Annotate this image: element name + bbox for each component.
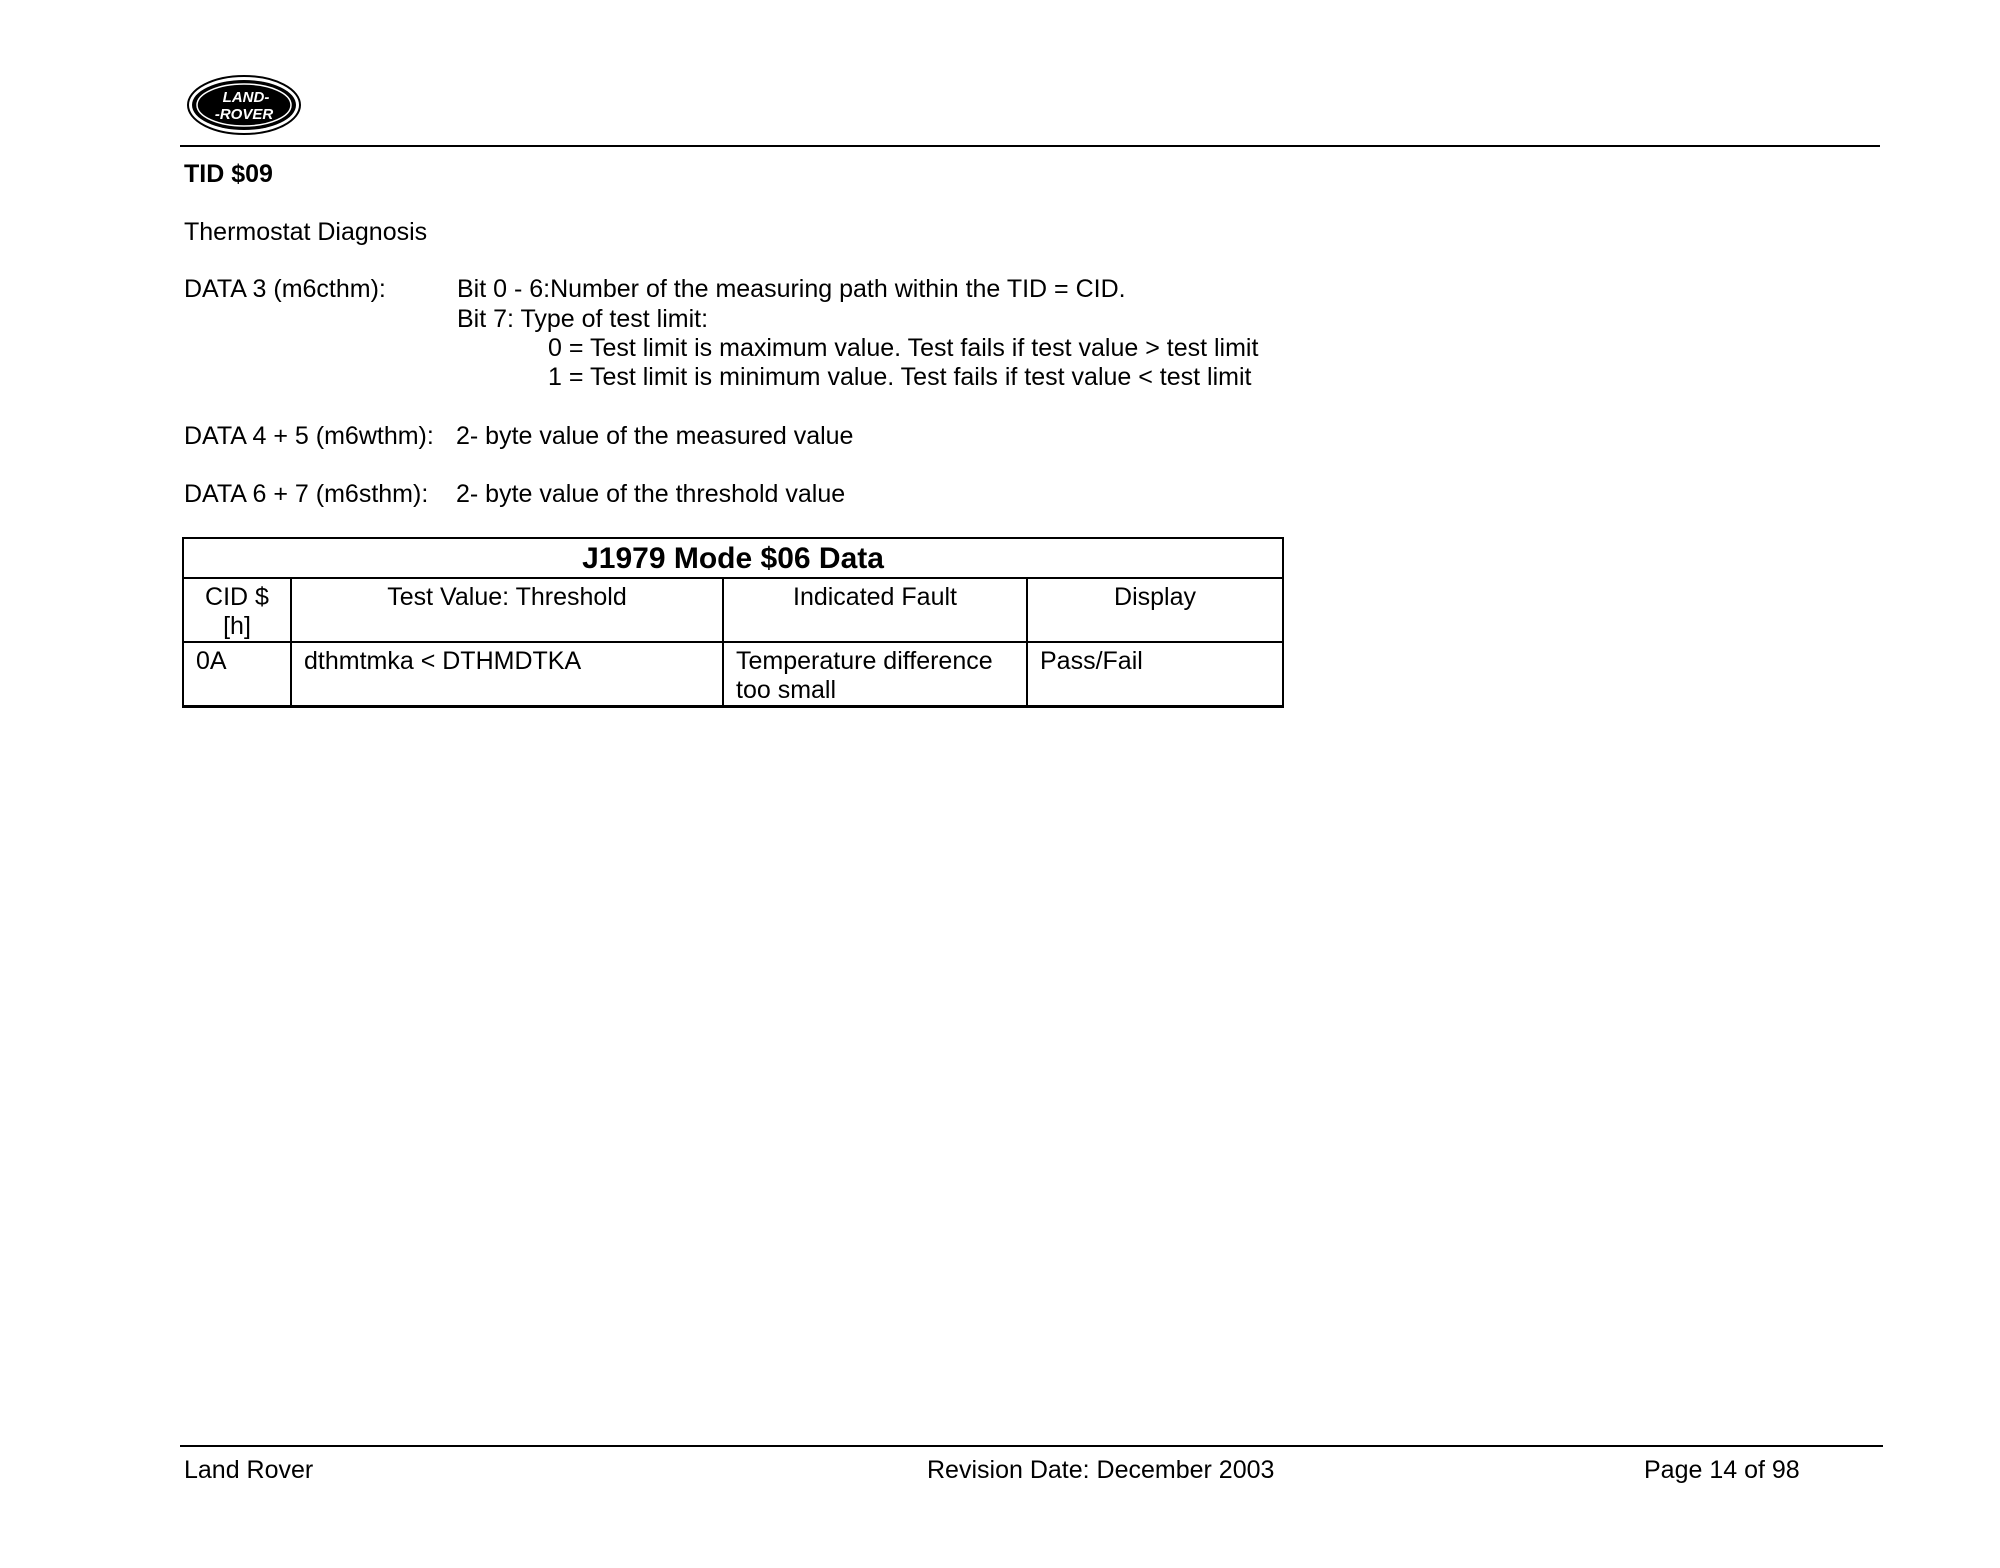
footer-rule [180,1445,1883,1447]
definition-text: 2- byte value of the threshold value [456,480,846,508]
definition-label: DATA 4 + 5 (m6wthm): [184,422,434,450]
table-title: J1979 Mode $06 Data [183,538,1283,578]
page-subtitle: Thermostat Diagnosis [184,218,428,246]
footer-company: Land Rover [184,1456,314,1484]
footer-revision-date: Revision Date: December 2003 [927,1456,1275,1484]
logo-text-line2: -ROVER [214,106,274,123]
cell-cid: 0A [183,642,291,707]
definition-text: 1 = Test limit is minimum value. Test fails if test value < test limit [548,363,1252,391]
column-header-cid: CID $ [h] [183,578,291,642]
column-header-display: Display [1027,578,1283,642]
cell-display: Pass/Fail [1027,642,1283,707]
table-row [183,642,1283,707]
definition-text: Bit 0 - 6:Number of the measuring path within the TID = CID. [457,275,1126,303]
column-header-test-value: Test Value: Threshold [291,578,723,642]
column-header-indicated-fault: Indicated Fault [723,578,1027,642]
land-rover-logo [186,74,302,136]
definition-label: DATA 6 + 7 (m6sthm): [184,480,429,508]
definition-text: 0 = Test limit is maximum value. Test fails if test value > test limit [548,334,1259,362]
header-rule [180,145,1880,147]
definition-label: DATA 3 (m6cthm): [184,275,386,303]
page-title: TID $09 [184,160,273,188]
cell-indicated-fault: Temperature difference too small [723,642,1027,707]
logo-text-line1: LAND- [222,89,270,106]
footer-page-number: Page 14 of 98 [1644,1456,1800,1484]
definition-text: 2- byte value of the measured value [456,422,854,450]
definition-text: Bit 7: Type of test limit: [457,305,709,333]
mode-06-table [182,537,1284,708]
cell-test-value: dthmtmka < DTHMDTKA [291,642,723,707]
